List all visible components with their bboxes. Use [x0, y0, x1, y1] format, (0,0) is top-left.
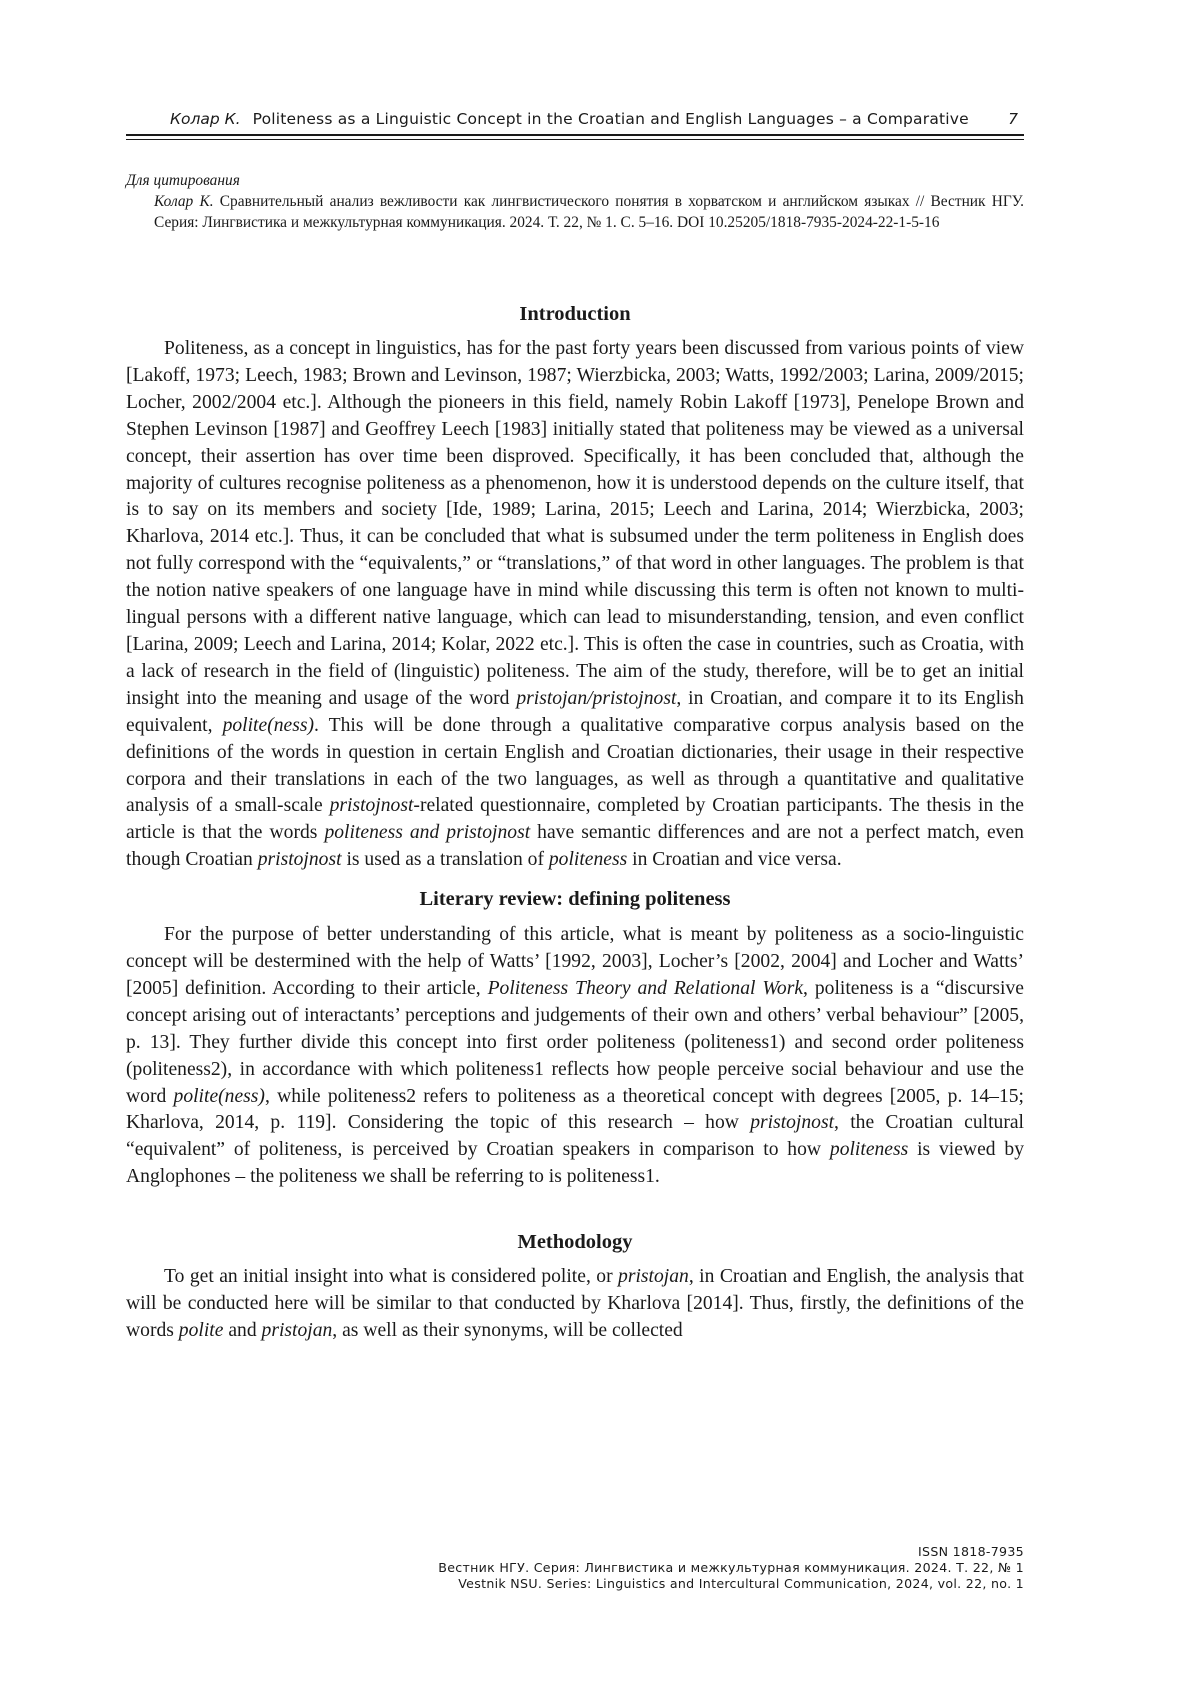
text-run: , the Croatian cultural “equivalent” of politeness, is perceived by Croatian speakers in comparison to how [126, 1112, 1024, 1161]
italic-term: pristojan [261, 1320, 333, 1341]
article-body [126, 300, 1024, 1345]
heading-methodology: Methodology [517, 1231, 633, 1254]
footer-journal-en: Vestnik NSU. Series: Linguistics and Intercultural Communication, 2024, vol. 22, no. 1 [458, 1576, 1024, 1591]
italic-term: Politeness Theory and Relational Work [487, 977, 804, 999]
text-run: , while politeness2 refers to politeness as a theoretical concept with degrees [2005, p. 14–15; Kharlova, 2014, p. 119]. Considering the topic of this research – how [126, 1085, 1024, 1134]
heading-introduction: Introduction [519, 303, 631, 325]
italic-term: polite(ness) [173, 1085, 265, 1107]
paragraph-introduction [126, 336, 1024, 874]
italic-term: politeness [829, 1139, 909, 1161]
italic-term: polite(ness) [222, 714, 314, 736]
page-footer [324, 1544, 1024, 1592]
citation-author: Колар К. [154, 193, 214, 210]
footer-issn: ISSN 1818-7935 [918, 1544, 1024, 1559]
header-rule-thin [126, 139, 1024, 140]
text-run: Politeness, as a concept in linguistics, has for the past forty years been discussed from various points of view [Lakoff, 1973; Leech, 1983; Brown and Levinson, 1987; Wierzbicka, 2003; Watts, 1992/2003; Larina, 2009/2015; Locher, 2002/2004 etc.]. Although the pioneers in this field, namely Robin Lakoff [1973], Penelope Brown and Stephen Levinson [1987] and Geoffrey Leech [1983] initially stated that politeness may be viewed as a universal concept, their assertion has over time been disproved. Specifically, it has been concluded that, although the majority of cultures recognise politeness as a phenomenon, how it is understood depends on the culture itself, that is to say on its members and society [Ide, 1989; Larina, 2015; Leech and Larina, 2014; Wierzbicka, 2003; Kharlova, 2014 etc.]. Thus, it can be concluded that what is subsumed under the term politeness in English does not fully correspond with the “equivalents,” or “translations,” of that word in other languages. The problem is that the notion native speakers of one language have in mind while discussing this term is often not known to multi-lingual persons with a different native language, which can lead to misunderstanding, tension, and even conflict [Larina, 2009; Leech and Larina, 2014; Kolar, 2022 etc.]. This is often the case in countries, such as Croatia, with a lack of research in the field of (linguistic) politeness. The aim of the study, therefore, will be to get an initial insight into the meaning and usage of the word [126, 338, 1024, 709]
text-run: -related questionnaire, completed by Croatian participants. The thesis in the article is that the words [126, 795, 1024, 844]
page-number: 7 [1008, 110, 1018, 128]
text-run: is viewed by Anglophones – the politeness we shall be referring to is politeness1. [126, 1139, 1024, 1188]
italic-term: politeness and pristojnost [324, 822, 531, 844]
text-run: To get an initial insight into what is considered polite, or [164, 1266, 619, 1288]
text-run: , politeness is a “discursive concept arising out of interactants’ perceptions and judgements of their own and others’ verbal behaviour” [2005, p. 13]. They further divide this concept into first order politeness (politeness1) and second order politeness (politeness2), in accordance with which politeness1 reflects how people perceive social behaviour and use the word [126, 977, 1024, 1107]
text-run: have semantic differences and are not a perfect match, even though Croatian [126, 822, 1024, 871]
text-run: , in Croatian, and compare it to its English equivalent, [126, 687, 1024, 736]
header-rule-thick [126, 134, 1024, 136]
header-author: Колар К. [170, 110, 241, 128]
italic-term: pristojnost [329, 795, 414, 817]
text-run: is used as a translation of [341, 849, 549, 871]
text-run: , in Croatian and English, the analysis that will be conducted here will be similar to that conducted by Kharlova [2014]. Thus, firstly, the definitions of the words [126, 1266, 1024, 1341]
italic-term: pristojan/pristojnost [516, 687, 677, 709]
text-run: and [223, 1320, 262, 1341]
header-title: Politeness as a Linguistic Concept in the Croatian and English Languages – a Comparative [252, 110, 969, 128]
text-run: For the purpose of better understanding of this article, what is meant by politeness as a socio-linguistic concept will be destermined with the help of Watts’ [1992, 2003], Locher’s [2002, 2004] and Locher and Watts’ [2005] definition. According to their article, [126, 924, 1024, 999]
citation-body [154, 191, 1024, 233]
italic-term: polite [178, 1320, 224, 1341]
citation-text: Сравнительный анализ вежливости как лингвистического понятия в хорватском и английском языках // Вестник НГУ. Серия: Лингвистика и межкультурная коммуникация. 2024. Т. 22, № 1. С. 5–16. DOI 10.25205/1818-7935-2024-22-1-5-16 [154, 193, 1024, 231]
footer-journal-ru: Вестник НГУ. Серия: Лингвистика и межкультурная коммуникация. 2024. Т. 22, № 1 [438, 1560, 1024, 1575]
paragraph-methodology [126, 1264, 1024, 1345]
text-run: in Croatian and vice versa. [627, 849, 842, 871]
running-header [126, 110, 1024, 128]
citation-block [126, 170, 1024, 233]
citation-label: Для цитирования [126, 172, 240, 189]
text-run: , as well as their synonyms, will be collected [332, 1320, 683, 1341]
italic-term: politeness [548, 849, 628, 871]
italic-term: pristojnost [750, 1112, 835, 1134]
italic-term: pristojnost [257, 849, 342, 871]
paragraph-literary-review [126, 922, 1024, 1191]
italic-term: pristojan [618, 1266, 689, 1288]
heading-literary-review: Literary review: defining politeness [419, 888, 731, 911]
text-run: . This will be done through a qualitative comparative corpus analysis based on the definitions of the words in question in certain English and Croatian dictionaries, their usage in their respective corpora and their translations in each of the two languages, as well as through a quantitative and qualitative analysis of a small-scale [126, 714, 1024, 817]
